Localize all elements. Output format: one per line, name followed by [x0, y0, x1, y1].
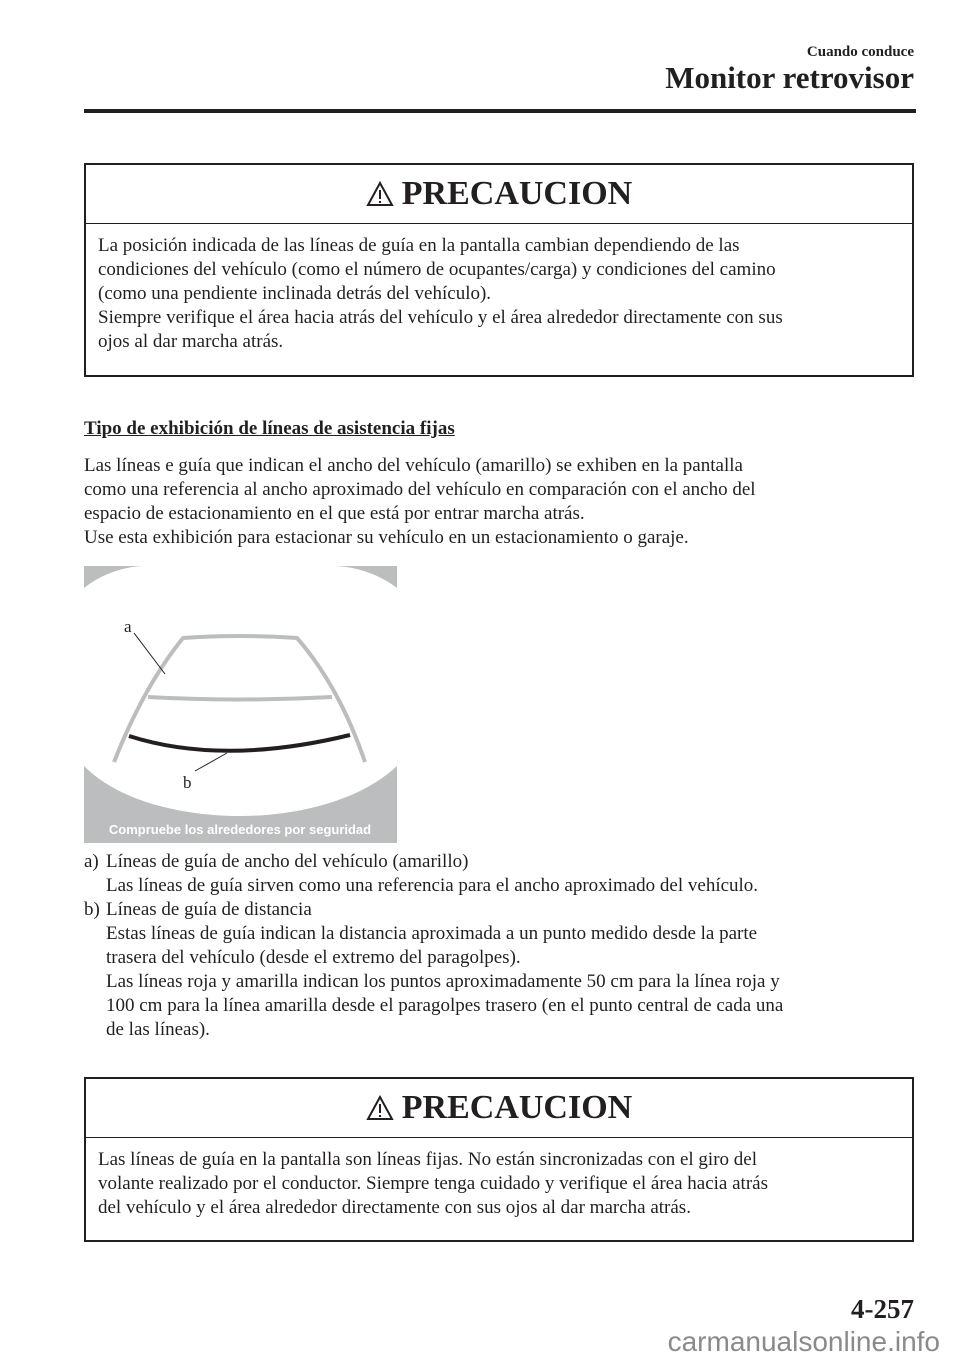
- caution-line: La posición indicada de las líneas de guía en la pantalla cambian dependiendo de las: [98, 235, 740, 256]
- paragraph-line: Las líneas e guía que indican el ancho del vehículo (amarillo) se exhiben en la pantalla: [84, 455, 743, 476]
- paragraph-line: espacio de estacionamiento en el que está por entrar marcha atrás.: [84, 503, 585, 524]
- caution-box-2: [84, 1077, 914, 1242]
- caution-line: Siempre verifique el área hacia atrás del vehículo y el área alrededor directamente con sus: [98, 307, 783, 328]
- rear-view-guide-diagram: [84, 566, 397, 843]
- caution-title: PRECAUCION: [401, 1089, 633, 1126]
- caution-line: volante realizado por el conductor. Siempre tenga cuidado y verifique el área hacia atrás: [98, 1173, 768, 1194]
- caution-line: Las líneas de guía en la pantalla son líneas fijas. No están sincronizadas con el giro del: [98, 1149, 757, 1170]
- label-b: b: [183, 773, 192, 792]
- screen-caption: Compruebe los alrededores por seguridad: [108, 822, 372, 837]
- section-paragraph: [84, 454, 916, 550]
- caution-line: ojos al dar marcha atrás.: [98, 331, 284, 352]
- watermark: carmanualsonline.info: [667, 1326, 940, 1357]
- paragraph-line: Use esta exhibición para estacionar su vehículo en un estacionamiento o garaje.: [84, 527, 689, 548]
- camera-view-area: [84, 566, 397, 816]
- paragraph-line: como una referencia al ancho aproximado del vehículo en comparación con el ancho del: [84, 479, 756, 500]
- legend-item-a: a) Líneas de guía de ancho del vehículo (amarillo) Las líneas de guía sirven como una referencia para el ancho aproximado del vehículo.: [84, 851, 759, 896]
- warning-triangle-icon: [366, 181, 394, 207]
- legend-item-b: b) Líneas de guía de distancia Estas líneas de guía indican la distancia aproximada a un punto medido desde la parte trasera del vehículo (desde el extremo del paragolpes). Las líneas roja y amarilla indican los puntos aproximadamente 50 cm para la línea roja y 100 cm para la línea amarilla desde el paragolpes trasero (en el punto central de cada una de las líneas).: [84, 899, 784, 1040]
- section-label: Cuando conduce: [806, 44, 914, 60]
- label-a: a: [124, 617, 132, 636]
- caution-box-1: [84, 163, 914, 377]
- page-number: 4-257: [851, 1294, 914, 1324]
- caution-title: PRECAUCION: [401, 175, 633, 212]
- warning-triangle-icon: [366, 1095, 394, 1121]
- legend-list: [84, 850, 916, 1042]
- caution-line: del vehículo y el área alrededor directamente con sus ojos al dar marcha atrás.: [98, 1197, 691, 1218]
- header-rule: [84, 109, 916, 113]
- section-heading: Tipo de exhibición de líneas de asistencia fijas: [84, 418, 455, 439]
- caution-line: (como una pendiente inclinada detrás del vehículo).: [98, 283, 492, 304]
- page-title: Monitor retrovisor: [665, 60, 914, 95]
- caution-line: condiciones del vehículo (como el número de ocupantes/carga) y condiciones del camino: [98, 259, 776, 280]
